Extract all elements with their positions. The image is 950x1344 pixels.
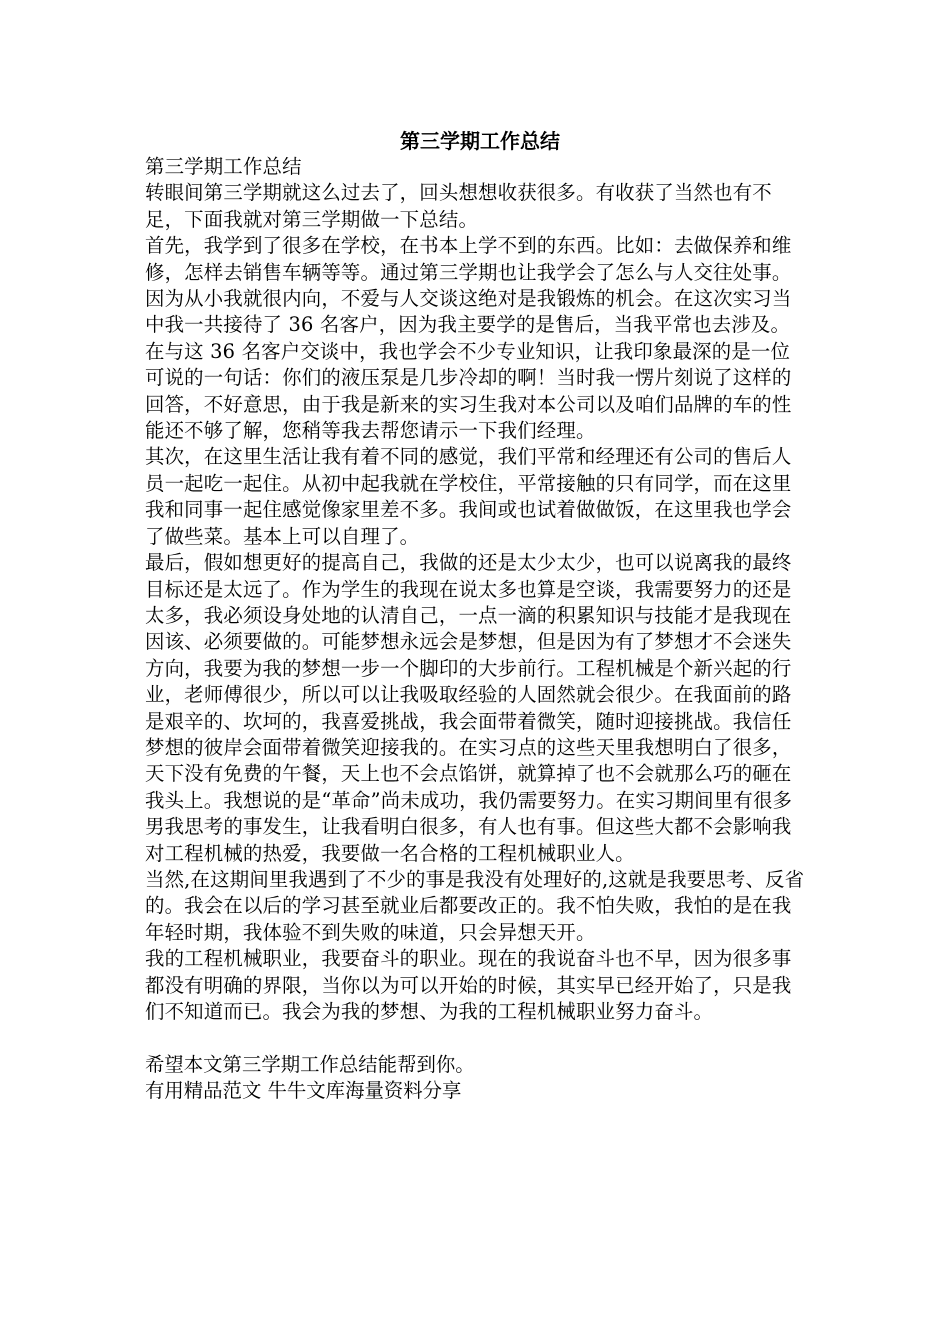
document-page — [145, 128, 805, 1105]
paragraph-career: 我的工程机械职业，我要奋斗的职业。现在的我说奋斗也不早，因为很多事都没有明确的界限，当你以为可以开始的时候，其实早已经开始了，只是我们不知道而已。我会为我的梦想、为我的工程机械职业努力奋斗。 — [145, 947, 792, 1023]
paragraph-intro: 转眼间第三学期就这么过去了，回头想想收获很多。有收获了当然也有不足，下面我就对第三学期做一下总结。 — [145, 181, 772, 231]
closing-line: 希望本文第三学期工作总结能帮到你。 — [145, 1052, 475, 1076]
blank-line — [145, 1025, 805, 1051]
paragraph-subtitle: 第三学期工作总结 — [145, 155, 302, 178]
footer-line: 有用精品范文 牛牛文库海量资料分享 — [145, 1079, 462, 1103]
document-title: 第三学期工作总结 — [400, 129, 560, 153]
paragraph-last: 最后，假如想更好的提高自己，我做的还是太少太少，也可以说离我的最终目标还是太远了。作为学生的我现在说太多也算是空谈，我需要努力的还是太多，我必须设身处地的认清自己，一点一滴的积累知识与技能才是我现在因该、必须要做的。可能梦想永远会是梦想，但是因为有了梦想才不会迷失方向，我要为我的梦想一步一个脚印的大步前行。工程机械是个新兴起的行业，老师傅很少，所以可以让我吸取经验的人固然就会很少。在我面前的路是艰辛的、坎坷的，我喜爱挑战，我会面带着微笑，随时迎接挑战。我信任梦想的彼岸会面带着微笑迎接我的。在实习点的这些天里我想明白了很多，天下没有免费的午餐，天上也不会点馅饼，就算掉了也不会就那么巧的砸在我头上。我想说的是“革命”尚未成功，我仍需要努力。在实习期间里有很多男我思考的事发生，让我看明白很多，有人也有事。但这些大都不会影响我对工程机械的热爱，我要做一名合格的工程机械职业人。 — [145, 551, 793, 865]
paragraph-second: 其次，在这里生活让我有着不同的感觉，我们平常和经理还有公司的售后人员一起吃一起住。从初中起我就在学校住，平常接触的只有同学，而在这里我和同事一起住感觉像家里差不多。我间或也试着做做饭，在这里我也学会了做些菜。基本上可以自理了。 — [145, 445, 792, 548]
paragraph-reflection: 当然,在这期间里我遇到了不少的事是我没有处理好的,这就是我要思考、反省的。我会在以后的学习甚至就业后都要改正的。我不怕失败，我怕的是在我年轻时期，我体验不到失败的味道，只会异想天开。 — [145, 867, 805, 944]
paragraph-first: 首先，我学到了很多在学校，在书本上学不到的东西。比如：去做保养和维修，怎样去销售车辆等等。通过第三学期也让我学会了怎么与人交往处事。因为从小我就很内向，不爱与人交谈这绝对是我锻炼的机会。在这次实习当中我一共接待了 36 名客户，因为我主要学的是售后，当我平常也去涉及。在与这 36 名客户交谈中，我也学会不少专业知识，让我印象最深的是一位可说的一句话：你们的液压泵是几步冷却的啊！当时我一愣片刻说了这样的回答，不好意思，由于我是新来的实习生我对本公司以及咱们品牌的车的性能还不够了解，您稍等我去帮您请示一下我们经理。 — [145, 234, 792, 443]
